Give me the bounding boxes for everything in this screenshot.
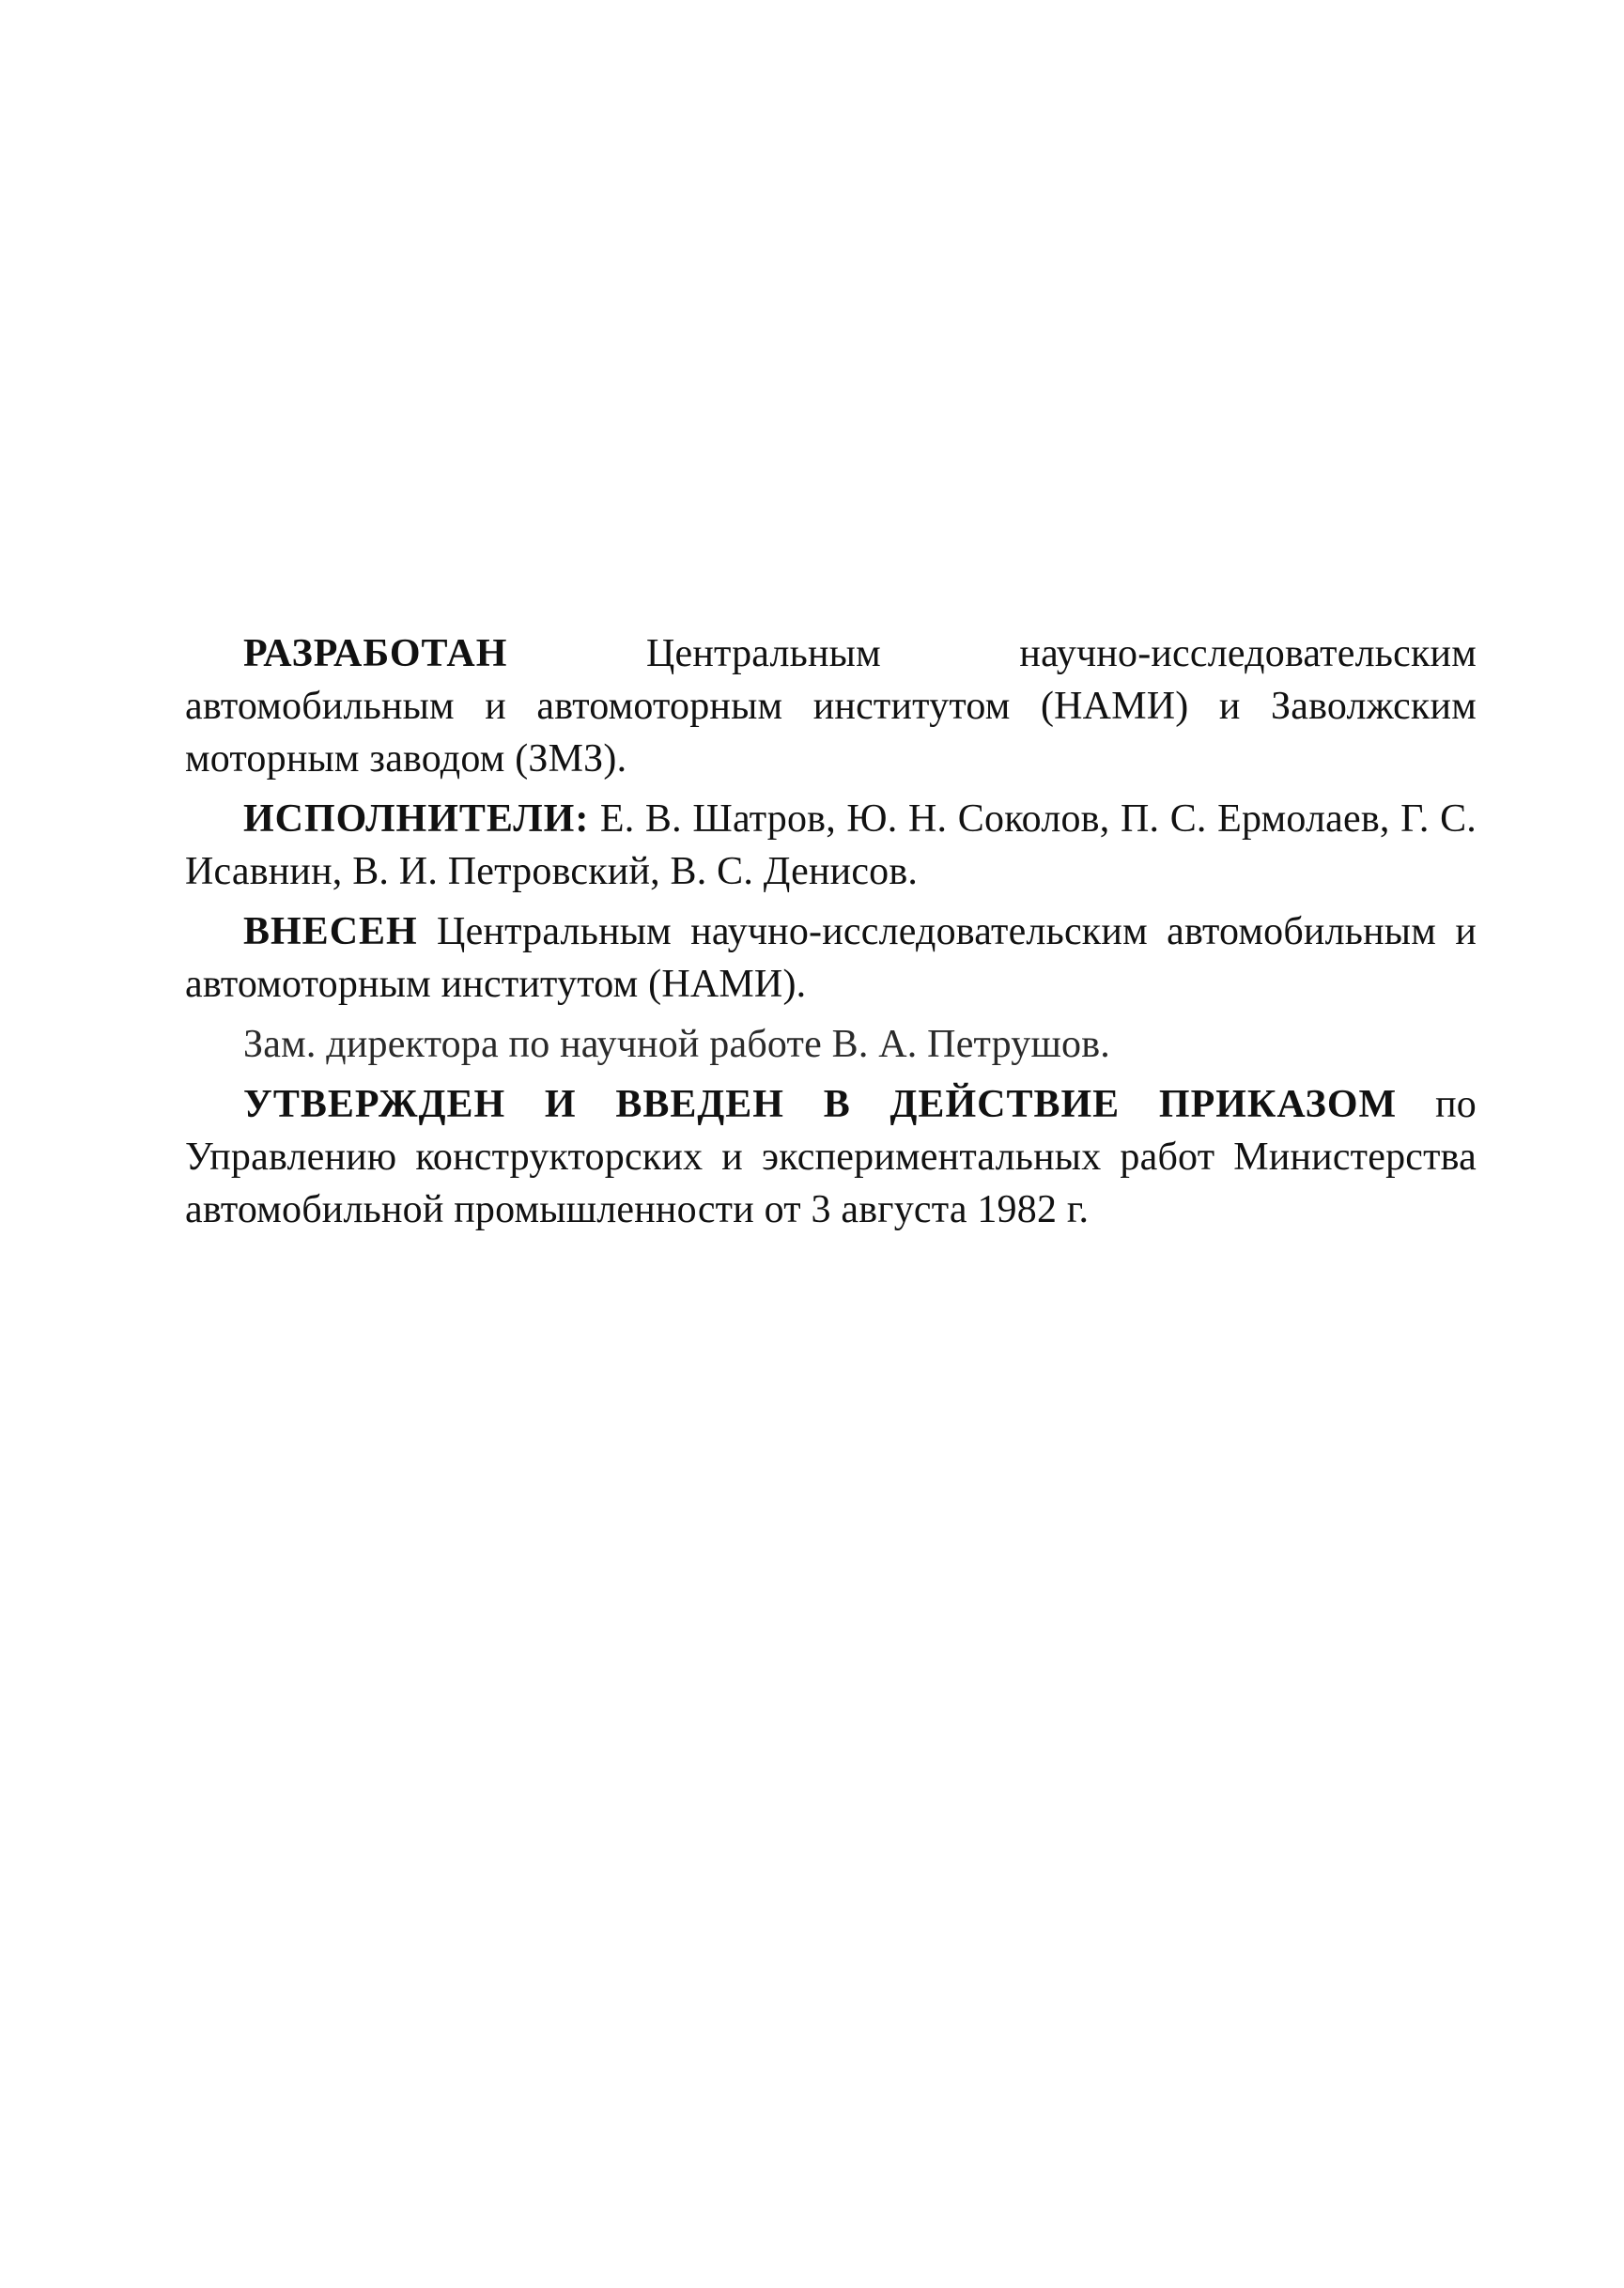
approval-info-block — [185, 627, 1477, 1236]
submitted-by-text: Центральным научно-исследовательским автомобильным и автомоторным институтом (НАМИ). — [185, 910, 1477, 1006]
executors-text: Е. В. Шатров, Ю. Н. Соколов, П. С. Ермолаев, Г. С. Исавнин, В. И. Петровский, В. С. Денисов. — [185, 797, 1477, 893]
submitted-by-paragraph — [185, 905, 1477, 1011]
deputy-director-text: Зам. директора по научной работе В. А. Петрушов. — [243, 1023, 1110, 1066]
developed-by-text: Центральным научно-исследовательским автомобильным и автомоторным институтом (НАМИ) и Заволжским моторным заводом (ЗМЗ). — [185, 632, 1477, 781]
approved-text: по Управлению конструкторских и экспериментальных работ Министерства автомобильной промышленности от 3 августа 1982 г. — [185, 1083, 1477, 1231]
developed-by-label: РАЗРАБОТАН — [243, 632, 508, 675]
deputy-director-paragraph — [185, 1018, 1477, 1071]
developed-by-paragraph — [185, 627, 1477, 785]
executors-label: ИСПОЛНИТЕЛИ: — [243, 797, 590, 841]
approved-label: УТВЕРЖДЕН И ВВЕДЕН В ДЕЙСТВИЕ ПРИКАЗОМ — [243, 1083, 1398, 1126]
executors-paragraph — [185, 793, 1477, 898]
approved-paragraph — [185, 1078, 1477, 1236]
submitted-by-label: ВНЕСЕН — [243, 910, 418, 953]
